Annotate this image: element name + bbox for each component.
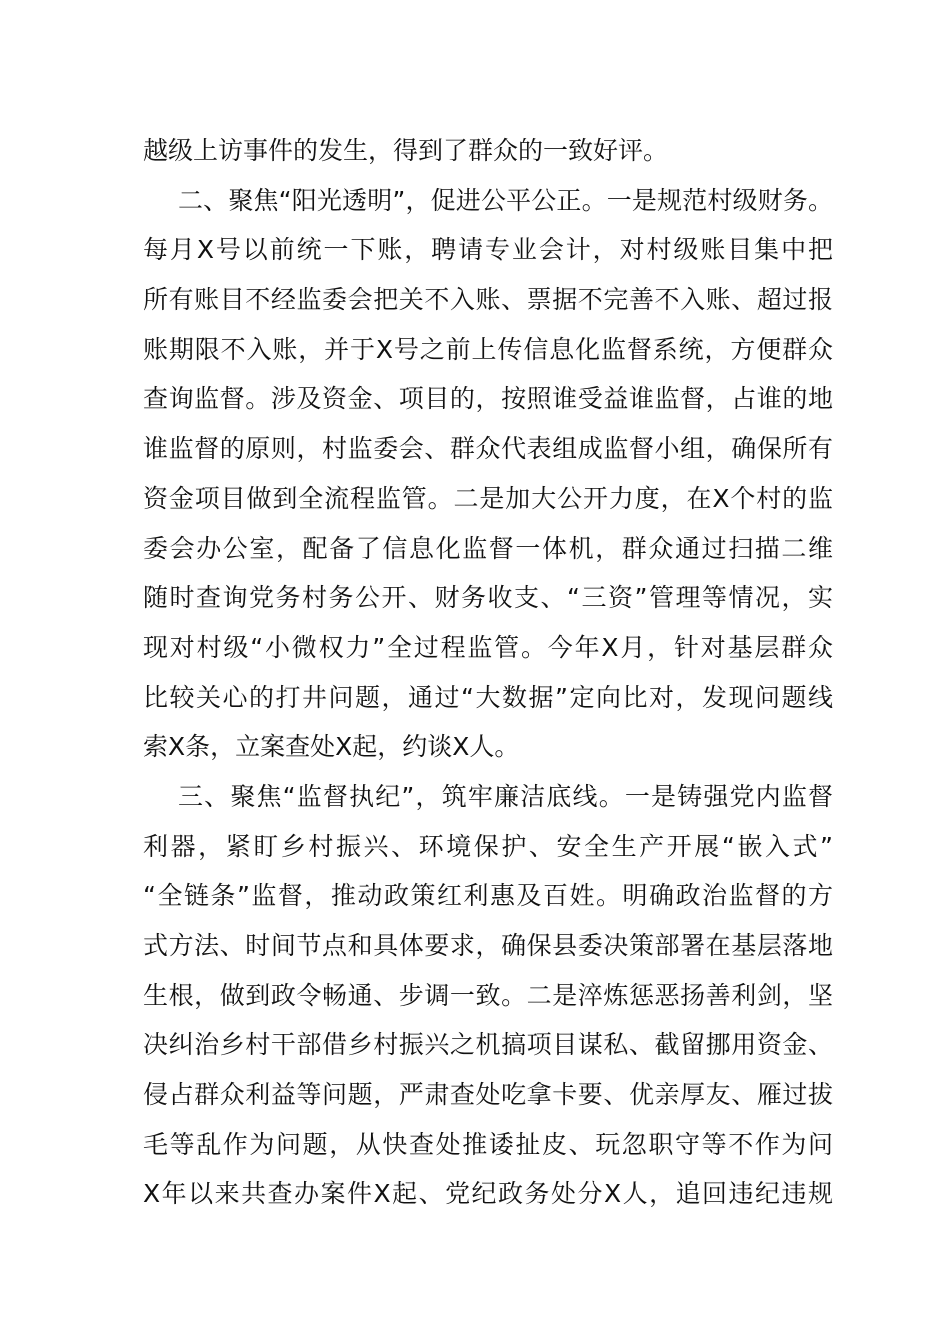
text-line: 比较关心的打井问题，通过“大数据”定向比对，发现问题线: [143, 682, 833, 712]
text-line: 所有账目不经监委会把关不入账、票据不完善不入账、超过报: [143, 285, 833, 315]
text-line: 资金项目做到全流程监管。二是加大公开力度，在X个村的监: [143, 483, 833, 513]
text-line: 式方法、时间节点和具体要求，确保县委决策部署在基层落地: [143, 931, 833, 960]
paragraph-heading-line: 二、聚焦“阳光透明”，促进公平公正。一是规范村级财务。: [178, 185, 833, 215]
text-line: “全链条”监督，推动政策红利惠及百姓。明确政治监督的方: [143, 881, 833, 911]
text-line: 查询监督。涉及资金、项目的，按照谁受益谁监督，占谁的地: [143, 384, 833, 414]
paragraph-heading-line: 三、聚焦“监督执纪”，筑牢廉洁底线。一是铸强党内监督: [178, 781, 833, 811]
text-line: 利器，紧盯乡村振兴、环境保护、安全生产开展“嵌入式”: [143, 831, 833, 861]
text-line: 决纠治乡村干部借乡村振兴之机搞项目谋私、截留挪用资金、: [143, 1030, 833, 1060]
text-line: 随时查询党务村务公开、财务收支、“三资”管理等情况，实: [143, 583, 833, 613]
text-line: 侵占群众利益等问题，严肃查处吃拿卡要、优亲厚友、雁过拔: [143, 1080, 833, 1110]
text-line: X年以来共查办案件X起、党纪政务处分X人，追回违纪违规: [143, 1179, 833, 1209]
text-line: 越级上访事件的发生，得到了群众的一致好评。: [143, 136, 669, 165]
text-line: 生根，做到政令畅通、步调一致。二是淬炼惩恶扬善利剑，坚: [143, 980, 833, 1010]
text-line: 毛等乱作为问题，从快查处推诿扯皮、玩忽职守等不作为问: [143, 1129, 833, 1159]
text-line: 索X条，立案查处X起，约谈X人。: [143, 732, 520, 762]
text-line: 谁监督的原则，村监委会、群众代表组成监督小组，确保所有: [143, 434, 833, 464]
body-text: [143, 126, 833, 1219]
text-line: 现对村级“小微权力”全过程监管。今年X月，针对基层群众: [143, 632, 833, 662]
text-line: 每月X号以前统一下账，聘请专业会计，对村级账目集中把: [143, 235, 833, 265]
text-line: 账期限不入账，并于X号之前上传信息化监督系统，方便群众: [143, 334, 833, 364]
text-line: 委会办公室，配备了信息化监督一体机，群众通过扫描二维: [143, 533, 833, 563]
